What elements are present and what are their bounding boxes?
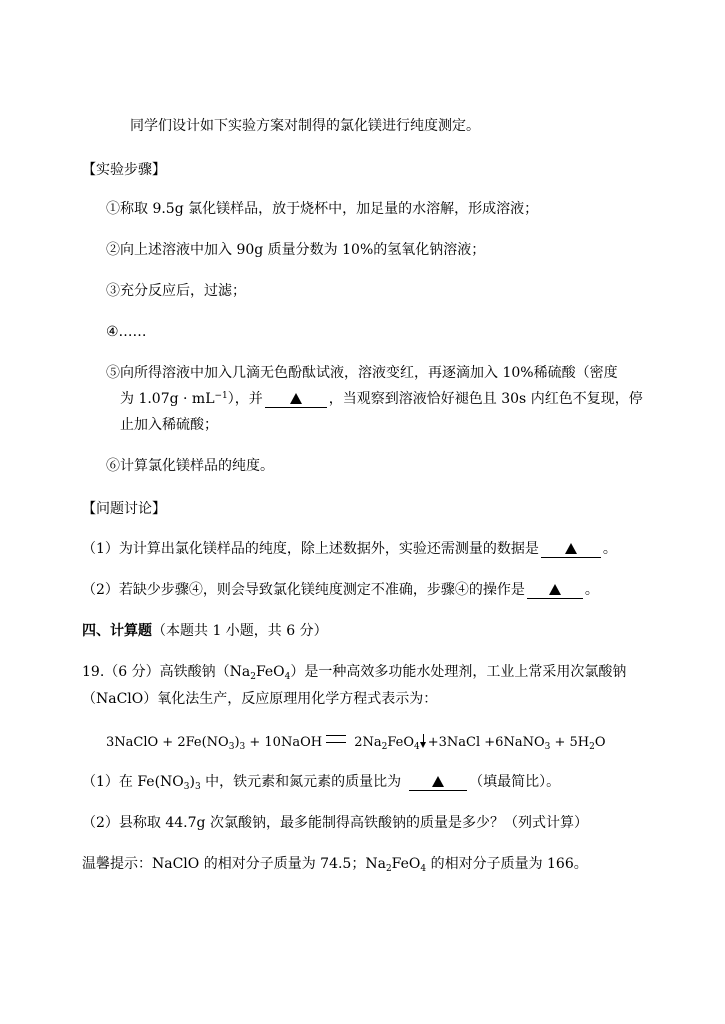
equals-sign-icon [326, 735, 346, 743]
step-5-text-b-pre: 为 1.07g · mL [120, 391, 215, 407]
eq-sub-1: 3 [228, 742, 235, 752]
tip-pre: 温馨提示：NaClO 的相对分子质量为 74.5；Na [82, 856, 386, 872]
question-2 [82, 580, 599, 600]
section-4-title: 四、计算题 [82, 623, 152, 639]
problem-19-question-1 [82, 772, 560, 792]
eq-part-2: ) [234, 735, 240, 750]
triangle-marker-icon [549, 584, 561, 595]
eq-sub-3: 2 [381, 742, 388, 752]
eq-part-1: 3NaClO + 2Fe(NO [106, 735, 229, 750]
step-4 [106, 322, 147, 342]
tip-post: 的相对分子质量为 166。 [426, 856, 588, 872]
p19-text-pre: 19.（6 分）高铁酸钠（Na [82, 664, 251, 680]
question-2-end: 。 [584, 582, 599, 598]
step-3 [106, 281, 246, 301]
p19-q1-mid: ) [189, 774, 195, 790]
p19-q1-end: （填最简比）。 [469, 774, 561, 790]
p19-sub-1: 2 [250, 672, 256, 682]
step-6-text: ⑥计算氯化镁样品的纯度。 [106, 458, 274, 474]
discussion-header-label: 【问题讨论】 [82, 501, 166, 517]
eq-part-7: + 5H [550, 735, 590, 750]
answer-blank-q1[interactable] [541, 541, 601, 558]
step-2 [106, 240, 485, 260]
step-2-text: ②向上述溶液中加入 90g 质量分数为 10%的氢氧化钠溶液； [106, 242, 486, 258]
steps-header [82, 160, 166, 180]
problem-19-question-2 [82, 813, 588, 833]
step-4-text: ④…… [106, 324, 147, 340]
triangle-marker-icon [432, 776, 444, 787]
p19-q2-text: （2）县称取 44.7g 次氯酸钠，最多能制得高铁酸钠的质量是多少？（列式计算） [82, 815, 588, 831]
question-1 [82, 539, 617, 559]
problem-19-line-1 [82, 662, 626, 682]
answer-blank-p19-q1[interactable] [409, 774, 467, 791]
intro-label: 同学们设计如下实验方案对制得的氯化镁进行纯度测定。 [130, 118, 480, 134]
step-3-text: ③充分反应后，过滤； [106, 283, 246, 299]
problem-19-line-2 [82, 689, 437, 709]
step-5-line-1 [106, 363, 618, 383]
eq-sub-4: 4 [414, 742, 420, 752]
eq-part-8: O [594, 735, 606, 750]
question-2-text: （2）若缺少步骤④，则会导致氯化镁纯度测定不准确，步骤④的操作是 [82, 582, 525, 598]
eq-sub-2: 3 [239, 742, 246, 752]
p19-text-b: （NaClO）氧化法生产，反应原理用化学方程式表示为： [82, 691, 438, 707]
section-4-note: （本题共 1 小题，共 6 分） [152, 623, 328, 639]
section-4-heading [82, 621, 328, 641]
step-5-text-b-post: ，当观察到溶液恰好褪色且 30s 内红色不复现，停 [328, 391, 643, 407]
step-1-text: ①称取 9.5g 氯化镁样品，放于烧杯中，加足量的水溶解，形成溶液； [106, 201, 539, 217]
eq-part-6: +3NaCl +6NaNO [427, 735, 545, 750]
p19-q1-post: 中，铁元素和氮元素的质量比为 [200, 774, 402, 790]
triangle-marker-icon [565, 543, 577, 554]
step-5-line-3 [120, 415, 218, 435]
chemical-equation [106, 733, 606, 753]
p19-q1-sub-1: 3 [183, 782, 190, 792]
eq-part-3: + 10NaOH [245, 735, 323, 750]
eq-part-4: 2Na [350, 735, 382, 750]
precipitate-arrow-icon [420, 734, 428, 748]
step-5-text-c: 止加入稀硫酸； [120, 417, 218, 433]
p19-sub-2: 4 [284, 672, 291, 682]
tip-mid: FeO [391, 856, 421, 872]
tip-sub-2: 4 [420, 864, 427, 874]
hint-line [82, 854, 588, 874]
step-1 [106, 199, 538, 219]
discussion-header [82, 499, 166, 519]
eq-part-5: FeO [387, 735, 415, 750]
tip-sub-1: 2 [385, 864, 392, 874]
p19-q1-sub-2: 3 [194, 782, 201, 792]
step-5-line-2 [120, 389, 643, 409]
steps-header-label: 【实验步骤】 [82, 162, 166, 178]
p19-text-post: ）是一种高效多功能水处理剂，工业上常采用次氯酸钠 [290, 664, 627, 680]
step-5-superscript: −1 [214, 391, 228, 401]
answer-blank-q2[interactable] [527, 582, 583, 599]
eq-sub-5: 3 [544, 742, 551, 752]
answer-blank-step5[interactable] [265, 391, 327, 408]
intro-text [130, 116, 480, 136]
step-5-text-b-mid: ），并 [227, 391, 263, 407]
eq-sub-6: 2 [589, 742, 595, 752]
p19-text-mid: FeO [255, 664, 285, 680]
question-1-end: 。 [602, 541, 617, 557]
p19-q1-pre: （1）在 Fe(NO [82, 774, 184, 790]
step-5-text-a: ⑤向所得溶液中加入几滴无色酚酞试液，溶液变红，再逐滴加入 10%稀硫酸（密度 [106, 365, 618, 381]
question-1-text: （1）为计算出氯化镁样品的纯度，除上述数据外，实验还需测量的数据是 [82, 541, 539, 557]
step-6 [106, 456, 274, 476]
triangle-marker-icon [290, 393, 302, 404]
